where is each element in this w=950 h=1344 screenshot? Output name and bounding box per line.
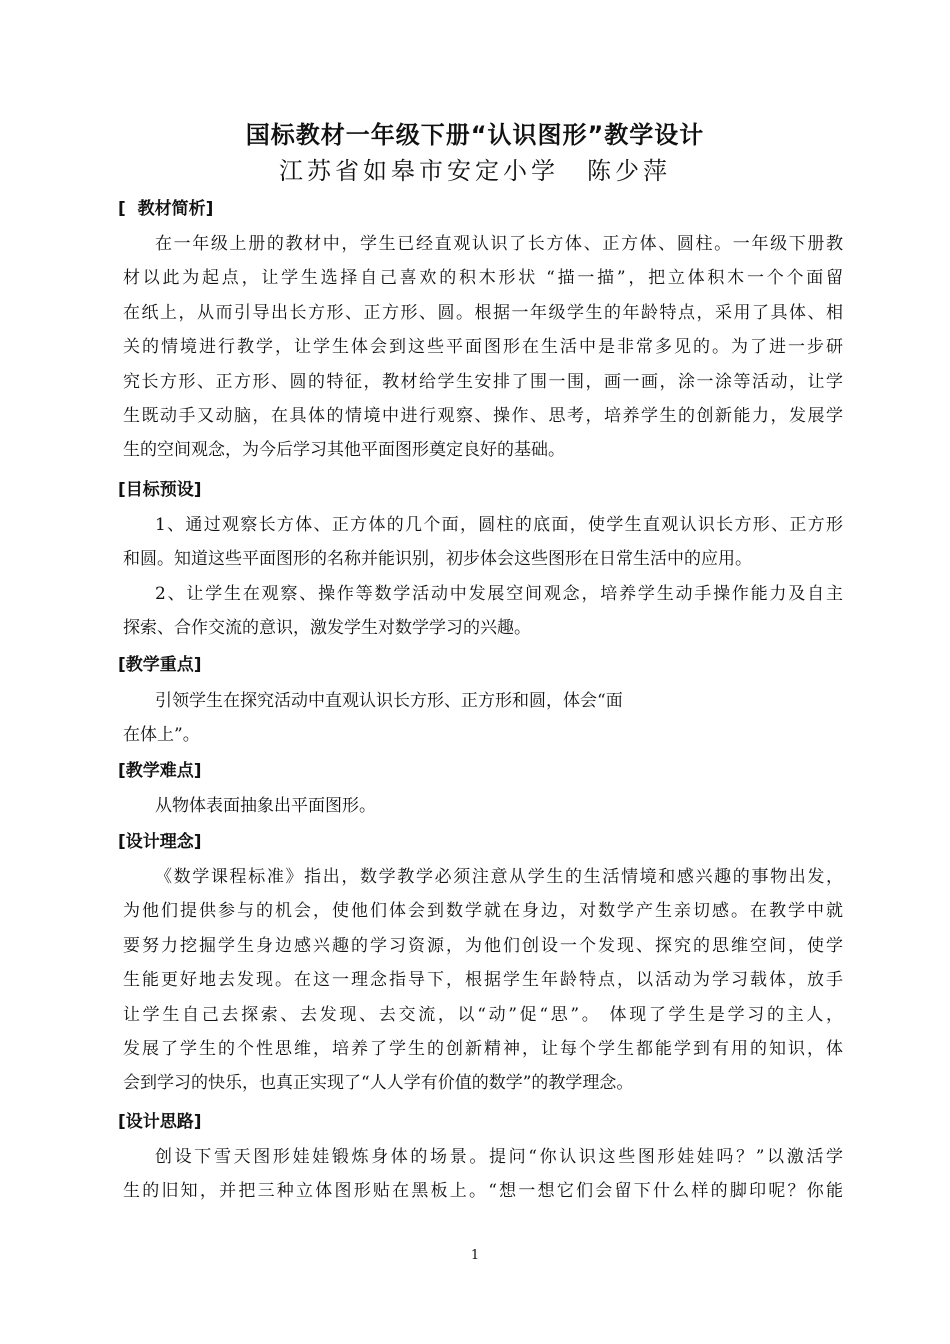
paragraph-line: 材以此为起点，让学生选择自己喜欢的积木形状 “描一描”，把立体积木一个个面留 bbox=[123, 268, 843, 289]
paragraph-line: 在一年级上册的教材中，学生已经直观认识了长方体、正方体、圆柱。一年级下册教 bbox=[155, 234, 843, 254]
paragraph-line: 在体上”。 bbox=[123, 725, 200, 746]
section-body-key-points bbox=[123, 684, 843, 753]
paragraph-line: 要努力挖掘学生身边感兴趣的学习资源，为他们创设一个发现、探究的思维空间，使学 bbox=[123, 935, 843, 956]
section-heading-objectives: [目标预设] bbox=[118, 480, 202, 500]
paragraph-line: 生既动手又动脑，在具体的情境中进行观察、操作、思考，培养学生的创新能力，发展学 bbox=[123, 406, 843, 427]
paragraph-line: 让学生自己去探索、去发现、去交流，以“动”促“思”。 体现了学生是学习的主人， bbox=[123, 1004, 843, 1025]
paragraph-line: 为他们提供参与的机会，使他们体会到数学就在身边，对数学产生亲切感。在教学中就 bbox=[123, 901, 843, 922]
paragraph-line: 发展了学生的个性思维，培养了学生的创新精神，让每个学生都能学到有用的知识，体 bbox=[123, 1039, 843, 1060]
paragraph-line: 引领学生在探究活动中直观认识长方形、正方形和圆，体会“面 bbox=[155, 691, 623, 711]
paragraph-line: 1、通过观察长方体、正方体的几个面，圆柱的底面，使学生直观认识长方形、正方形 bbox=[155, 515, 843, 535]
author-line: 江苏省如皋市安定小学 陈少萍 bbox=[279, 157, 671, 185]
paragraph-line: 生能更好地去发现。在这一理念指导下，根据学生年龄特点，以活动为学习载体，放手 bbox=[123, 970, 843, 991]
paragraph-line: 探索、合作交流的意识，激发学生对数学学习的兴趣。 bbox=[123, 618, 531, 639]
paragraph-line: 2、让学生在观察、操作等数学活动中发展空间观念，培养学生动手操作能力及自主 bbox=[155, 583, 843, 604]
section-heading-textbook-analysis: [ 教材简析] bbox=[118, 199, 214, 219]
paragraph-line: 《数学课程标准》指出，数学教学必须注意从学生的生活情境和感兴趣的事物出发， bbox=[155, 867, 843, 887]
section-heading-design-approach: [设计思路] bbox=[118, 1112, 202, 1132]
document-title: 国标教材一年级下册“认识图形”教学设计 bbox=[245, 121, 705, 149]
section-heading-key-points: [教学重点] bbox=[118, 655, 202, 675]
section-body-design-philosophy bbox=[123, 860, 843, 1101]
paragraph-line: 和圆。知道这些平面图形的名称并能识别，初步体会这些图形在日常生活中的应用。 bbox=[123, 549, 752, 570]
page-number: 1 bbox=[470, 1248, 480, 1263]
section-body-textbook-analysis bbox=[123, 227, 843, 468]
paragraph-line: 在纸上，从而引导出长方形、正方形、圆。根据一年级学生的年龄特点，采用了具体、相 bbox=[123, 302, 843, 323]
paragraph-line: 关的情境进行教学，让学生体会到这些平面图形在生活中是非常多见的。为了进一步研 bbox=[123, 337, 843, 358]
section-body-difficulties bbox=[123, 789, 843, 823]
section-heading-difficulties: [教学难点] bbox=[118, 761, 202, 781]
paragraph-line: 生的空间观念，为今后学习其他平面图形奠定良好的基础。 bbox=[123, 440, 565, 461]
paragraph-line: 究长方形、正方形、圆的特征，教材给学生安排了围一围，画一画，涂一涂等活动，让学 bbox=[123, 371, 843, 392]
paragraph-line: 会到学习的快乐，也真正实现了“人人学有价值的数学”的教学理念。 bbox=[123, 1073, 634, 1094]
section-heading-design-philosophy: [设计理念] bbox=[118, 832, 202, 852]
section-body-design-approach bbox=[123, 1140, 843, 1209]
paragraph-line: 创设下雪天图形娃娃锻炼身体的场景。提问“你认识这些图形娃娃吗？”以激活学 bbox=[155, 1147, 843, 1167]
paragraph-line: 从物体表面抽象出平面图形。 bbox=[155, 796, 376, 816]
paragraph-line: 生的旧知，并把三种立体图形贴在黑板上。“想一想它们会留下什么样的脚印呢？你能 bbox=[123, 1181, 843, 1202]
section-body-objectives bbox=[123, 508, 843, 646]
